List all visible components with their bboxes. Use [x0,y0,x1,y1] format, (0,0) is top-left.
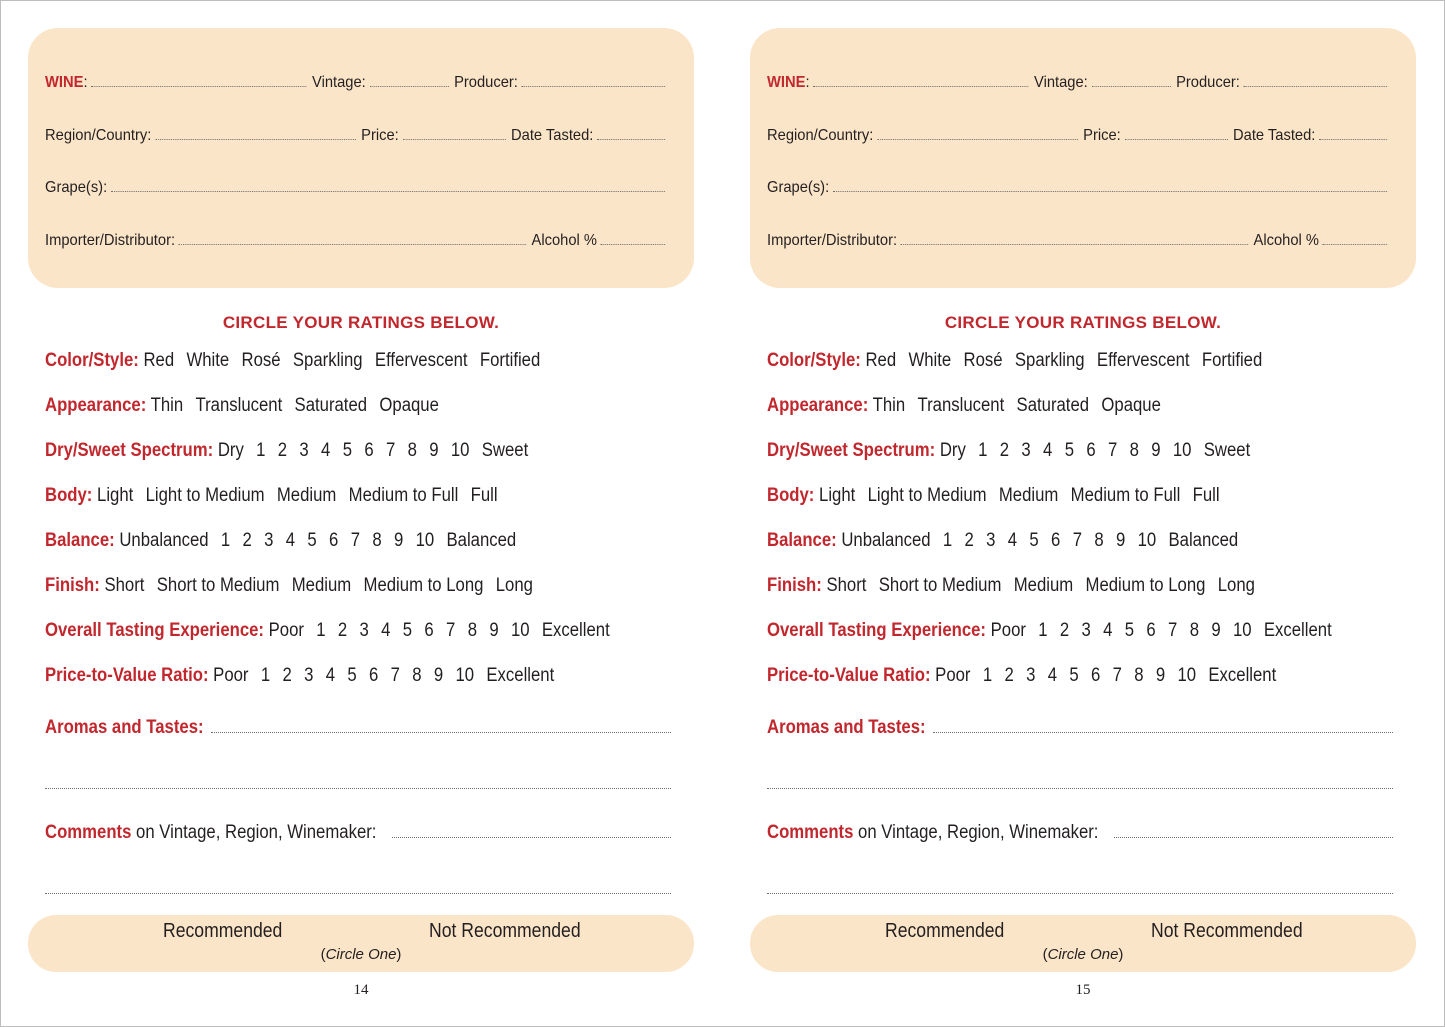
producer-field[interactable] [522,86,665,87]
rating-option[interactable]: Short [826,575,867,596]
rating-label: Appearance: [45,395,147,416]
rating-option[interactable]: 3 [359,620,369,641]
rating-option[interactable]: Red [143,350,175,371]
not-recommended-option[interactable]: Not Recommended [429,920,581,942]
rating-option[interactable]: 8 [467,620,477,641]
rating-option[interactable]: 6 [1051,530,1061,551]
grapes-row [45,173,671,197]
rating-option[interactable]: 8 [1134,665,1144,686]
rating-option[interactable]: Opaque [379,395,439,416]
wine-field[interactable] [813,86,1028,87]
rating-option[interactable]: Light to Medium [145,485,265,506]
wine-row [767,68,1393,92]
recommended-option[interactable]: Recommended [885,920,1005,942]
rating-option[interactable]: 4 [321,440,331,461]
rating-option[interactable]: Medium [998,485,1059,506]
rating-option[interactable]: Translucent [195,395,283,416]
rating-option[interactable]: 1 [256,440,266,461]
vintage-label: Vintage: [1034,74,1088,91]
recommended-option[interactable]: Recommended [163,920,283,942]
rating-option[interactable]: 2 [337,620,348,641]
wine-field[interactable] [91,86,306,87]
rating-option[interactable]: Light [97,485,134,506]
grapes-row [767,173,1393,197]
rating-option[interactable]: 5 [1064,440,1074,461]
importer-row [767,226,1393,250]
rating-row-finish [767,575,1267,597]
rating-label: Finish: [767,575,822,596]
rating-option[interactable]: White [908,350,952,371]
rating-option[interactable]: 10 [510,620,530,641]
rating-option[interactable]: Balanced [1168,530,1239,551]
rating-row-balance [45,530,529,552]
comments-label-group [45,822,376,844]
rating-option[interactable]: 4 [1043,440,1053,461]
rating-option[interactable]: Short to Medium [878,575,1002,596]
wine-colon: : [805,74,810,91]
rating-option[interactable]: Poor [213,665,249,686]
rating-option[interactable]: Excellent [1263,620,1332,641]
rating-option[interactable]: Fortified [479,350,541,371]
grapes-field[interactable] [111,191,665,192]
rating-label: Dry/Sweet Spectrum: [45,440,214,461]
rating-label: Balance: [767,530,837,551]
rating-option[interactable]: 10 [1232,620,1252,641]
rating-option[interactable]: Sparkling [292,350,363,371]
rating-label: Price-to-Value Ratio: [45,665,209,686]
rating-option[interactable]: 6 [329,530,339,551]
rating-option[interactable]: Poor [268,620,304,641]
rating-option[interactable]: 10 [1137,530,1157,551]
rating-option[interactable]: 1 [220,530,231,551]
rating-option[interactable]: 2 [282,665,292,686]
rating-option[interactable]: Medium [291,575,352,596]
importer-label: Importer/Distributor: [45,232,176,249]
rating-label: Color/Style: [767,350,861,371]
rating-row-overall [767,620,1344,642]
rating-option[interactable]: 7 [1107,440,1118,461]
rating-option[interactable]: 9 [433,665,444,686]
importer-row [45,226,671,250]
rating-option[interactable]: 4 [325,665,336,686]
rating-label: Body: [45,485,93,506]
comments-field-line-2[interactable] [767,893,1393,894]
rating-option[interactable]: 5 [1069,665,1079,686]
rating-label: Overall Tasting Experience: [45,620,264,641]
date-tasted-field[interactable] [597,139,665,140]
region-row [45,121,671,145]
rating-option[interactable]: 3 [1081,620,1091,641]
alcohol-field[interactable] [1323,244,1387,245]
wine-info-box [750,28,1416,288]
rating-option[interactable]: 1 [982,665,993,686]
rating-option[interactable]: Light [819,485,856,506]
rating-option[interactable]: Thin [872,395,906,416]
comments-row [45,822,671,844]
alcohol-label: Alcohol % [1253,232,1319,249]
rating-option[interactable]: 9 [1155,665,1166,686]
rating-option[interactable]: 1 [260,665,271,686]
importer-field[interactable] [901,244,1248,245]
rating-option[interactable]: 4 [285,530,296,551]
comments-field[interactable] [392,837,671,838]
page-number: 14 [353,982,369,998]
rating-label: Price-to-Value Ratio: [767,665,931,686]
rating-option[interactable]: 3 [1026,665,1036,686]
rating-option[interactable]: Short [104,575,145,596]
aromas-label: Aromas and Tastes: [767,717,926,738]
rating-option[interactable]: 5 [347,665,357,686]
rating-label: Appearance: [767,395,869,416]
rating-option[interactable]: 6 [1090,665,1101,686]
rating-option[interactable]: Short to Medium [156,575,280,596]
rating-option[interactable]: Unbalanced [119,530,209,551]
rating-option[interactable]: 10 [415,530,435,551]
vintage-label: Vintage: [312,74,366,91]
rating-option[interactable]: Red [865,350,897,371]
importer-field[interactable] [179,244,526,245]
rating-option[interactable]: Long [495,575,533,596]
region-label: Region/Country: [767,127,874,144]
aromas-field[interactable] [933,732,1393,733]
grapes-field[interactable] [833,191,1387,192]
rating-option[interactable]: 1 [978,440,988,461]
rating-option[interactable]: 3 [264,530,274,551]
rating-option[interactable]: 8 [1129,440,1139,461]
comments-label: Comments [767,822,854,843]
rating-label: Finish: [45,575,100,596]
rating-option[interactable]: 3 [986,530,996,551]
rating-option[interactable]: 5 [1124,620,1135,641]
rating-option[interactable]: Rosé [963,350,1003,371]
rating-option[interactable]: 2 [277,440,288,461]
comments-field[interactable] [1114,837,1393,838]
rating-option[interactable]: Full [1192,485,1220,506]
rating-option[interactable]: Opaque [1101,395,1161,416]
rating-option[interactable]: 7 [1112,665,1122,686]
region-label: Region/Country: [45,127,152,144]
rating-label: Color/Style: [45,350,139,371]
date-tasted-label: Date Tasted: [1233,127,1316,144]
rating-option[interactable]: Excellent [541,620,610,641]
rating-option[interactable]: Dry [939,440,966,461]
rating-option[interactable]: 8 [1189,620,1199,641]
rating-option[interactable]: 5 [1029,530,1039,551]
rating-option[interactable]: 10 [1172,440,1192,461]
rating-option[interactable]: Saturated [294,395,368,416]
rating-option[interactable]: 3 [304,665,314,686]
rating-option[interactable]: Light to Medium [867,485,987,506]
comments-label-rest: on Vintage, Region, Winemaker: [853,822,1099,843]
alcohol-field[interactable] [601,244,665,245]
rating-option[interactable]: 8 [372,530,382,551]
aromas-field-line-2[interactable] [767,788,1393,789]
price-field[interactable] [1124,139,1227,140]
rating-row-price-value [45,665,567,687]
comments-label-group [767,822,1098,844]
rating-option[interactable]: 6 [1086,440,1096,461]
rating-option[interactable]: Medium [276,485,337,506]
rating-label: Body: [767,485,815,506]
rating-option[interactable]: 8 [412,665,422,686]
comments-row [767,822,1393,844]
rating-option[interactable]: 7 [1072,530,1082,551]
rating-option[interactable]: 6 [364,440,374,461]
rating-option[interactable]: 5 [307,530,317,551]
comments-label-rest: on Vintage, Region, Winemaker: [131,822,377,843]
circle-one-text: Circle One [1047,946,1119,963]
rating-option[interactable]: 8 [407,440,417,461]
rating-option[interactable]: 2 [999,440,1010,461]
producer-label: Producer: [454,74,518,91]
rating-option[interactable]: 9 [429,440,439,461]
rating-option[interactable]: Medium to Long [1085,575,1206,596]
rating-option[interactable]: 9 [1211,620,1221,641]
rating-option[interactable]: 6 [1146,620,1156,641]
rating-option[interactable]: Effervescent [374,350,468,371]
paren-open: ( [320,946,326,963]
rating-option[interactable]: 7 [446,620,456,641]
rating-row-dry-sweet [767,440,1263,462]
rating-option[interactable]: 10 [455,665,475,686]
rating-option[interactable]: Sweet [1203,440,1251,461]
rating-option[interactable]: White [186,350,230,371]
date-tasted-field[interactable] [1319,139,1387,140]
rating-label: Dry/Sweet Spectrum: [767,440,936,461]
rating-option[interactable]: 10 [450,440,470,461]
price-field[interactable] [402,139,505,140]
ratings-heading: CIRCLE YOUR RATINGS BELOW. [944,313,1222,332]
page-right [722,0,1444,1027]
rating-option[interactable]: Medium to Full [1070,485,1181,506]
rating-option[interactable]: Unbalanced [841,530,931,551]
recommendation-box [28,915,694,972]
region-field[interactable] [877,139,1078,140]
rating-option[interactable]: Rosé [241,350,281,371]
rating-option[interactable]: Translucent [917,395,1005,416]
rating-option[interactable]: 7 [390,665,400,686]
aromas-label: Aromas and Tastes: [45,717,204,738]
circle-one-text: Circle One [325,946,397,963]
rating-option[interactable]: 2 [242,530,252,551]
wine-info-box [28,28,694,288]
rating-option[interactable]: 7 [350,530,360,551]
rating-row-finish [45,575,545,597]
rating-option[interactable]: 4 [1103,620,1113,641]
comments-field-line-2[interactable] [45,893,671,894]
rating-row-color-style [767,350,1275,372]
rating-option[interactable]: Excellent [1208,665,1277,686]
paren-close: ) [396,946,402,963]
importer-label: Importer/Distributor: [767,232,898,249]
rating-option[interactable]: 9 [393,530,404,551]
recommendation-box [750,915,1416,972]
rating-option[interactable]: 9 [1151,440,1161,461]
paren-close: ) [1118,946,1124,963]
rating-label: Overall Tasting Experience: [767,620,986,641]
rating-option[interactable]: Sparkling [1014,350,1085,371]
rating-option[interactable]: Excellent [486,665,555,686]
rating-option[interactable]: 6 [424,620,434,641]
not-recommended-option[interactable]: Not Recommended [1151,920,1303,942]
rating-option[interactable]: 4 [1047,665,1058,686]
rating-option[interactable]: Full [470,485,498,506]
wine-row [45,68,671,92]
ratings-heading: CIRCLE YOUR RATINGS BELOW. [222,313,500,332]
price-label: Price: [361,127,399,144]
rating-option[interactable]: 1 [1038,620,1048,641]
rating-option[interactable]: Medium to Full [348,485,459,506]
rating-option[interactable]: 4 [1007,530,1018,551]
rating-option[interactable]: Fortified [1201,350,1263,371]
aromas-field-line-2[interactable] [45,788,671,789]
circle-one-note [0,946,722,963]
aromas-row [45,717,671,739]
rating-option[interactable]: 2 [964,530,974,551]
rating-row-price-value [767,665,1289,687]
wine-label: WINE [767,74,806,91]
rating-row-balance [767,530,1251,552]
rating-option[interactable]: 3 [299,440,309,461]
rating-option[interactable]: 9 [489,620,499,641]
rating-option[interactable]: 5 [402,620,413,641]
rating-option[interactable]: 2 [1059,620,1070,641]
page-left [0,0,722,1027]
rating-option[interactable]: 1 [942,530,953,551]
vintage-field[interactable] [1091,86,1170,87]
rating-option[interactable]: 10 [1177,665,1197,686]
comments-label: Comments [45,822,132,843]
rating-row-appearance [45,395,451,417]
rating-row-overall [45,620,622,642]
grapes-label: Grape(s): [45,179,108,196]
producer-field[interactable] [1244,86,1387,87]
rating-option[interactable]: Medium to Long [363,575,484,596]
region-row [767,121,1393,145]
alcohol-label: Alcohol % [531,232,597,249]
rating-option[interactable]: 4 [381,620,391,641]
date-tasted-label: Date Tasted: [511,127,594,144]
aromas-field[interactable] [211,732,671,733]
rating-option[interactable]: 1 [316,620,326,641]
region-field[interactable] [155,139,356,140]
rating-option[interactable]: Thin [150,395,184,416]
rating-option[interactable]: 7 [385,440,396,461]
rating-option[interactable]: Long [1217,575,1255,596]
rating-option[interactable]: 5 [342,440,352,461]
rating-row-appearance [767,395,1173,417]
wine-label: WINE [45,74,84,91]
aromas-row [767,717,1393,739]
rating-option[interactable]: Balanced [446,530,517,551]
rating-option[interactable]: Poor [935,665,971,686]
rating-label: Balance: [45,530,115,551]
vintage-field[interactable] [369,86,448,87]
rating-option[interactable]: 8 [1094,530,1104,551]
rating-option[interactable]: Sweet [481,440,529,461]
page-number: 15 [1075,982,1091,998]
circle-one-note [722,946,1444,963]
wine-colon: : [83,74,88,91]
rating-row-dry-sweet [45,440,541,462]
rating-option[interactable]: 2 [1004,665,1014,686]
paren-open: ( [1042,946,1048,963]
rating-option[interactable]: 6 [368,665,379,686]
rating-row-body [767,485,1232,507]
rating-option[interactable]: 3 [1021,440,1031,461]
rating-option[interactable]: Medium [1013,575,1074,596]
rating-option[interactable]: 9 [1115,530,1126,551]
rating-option[interactable]: Poor [990,620,1026,641]
rating-option[interactable]: 7 [1168,620,1178,641]
rating-row-color-style [45,350,553,372]
rating-row-body [45,485,510,507]
rating-option[interactable]: Dry [217,440,244,461]
rating-option[interactable]: Saturated [1016,395,1090,416]
producer-label: Producer: [1176,74,1240,91]
grapes-label: Grape(s): [767,179,830,196]
rating-option[interactable]: Effervescent [1096,350,1190,371]
price-label: Price: [1083,127,1121,144]
